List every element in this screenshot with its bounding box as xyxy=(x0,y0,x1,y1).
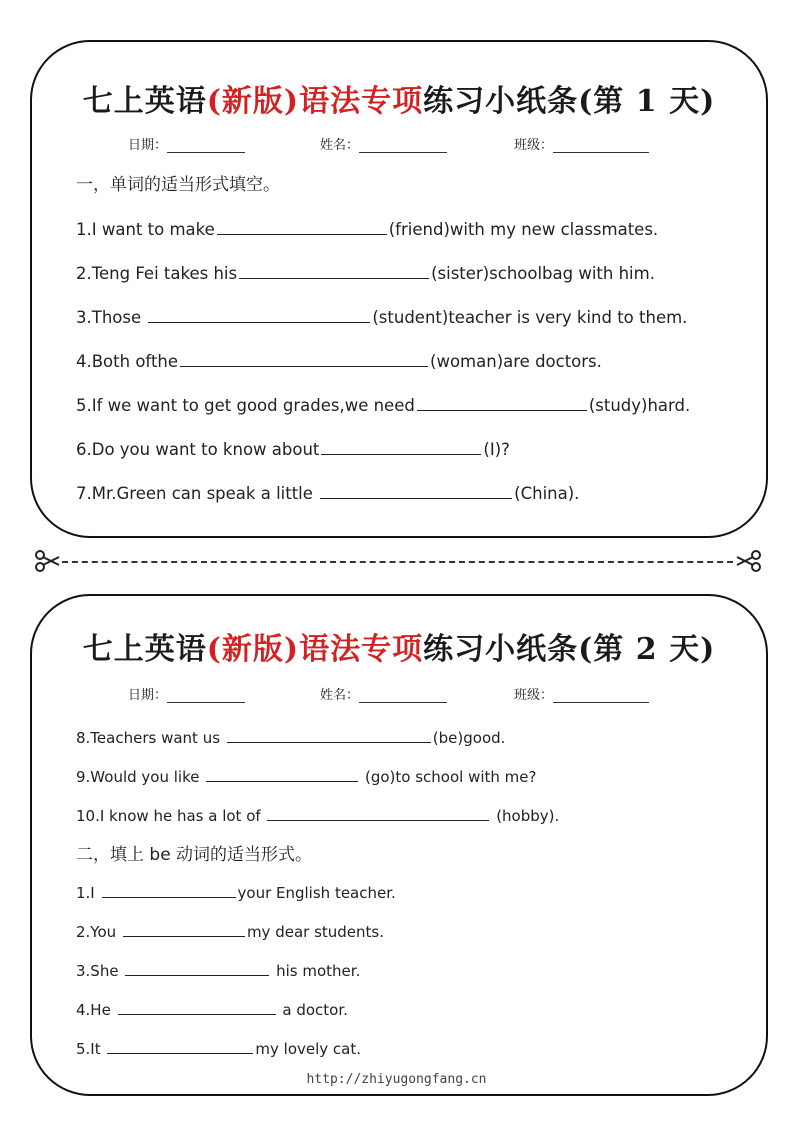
answer-blank[interactable] xyxy=(107,1035,253,1054)
question-row: 8.Teachers want us (be)good. xyxy=(76,724,505,747)
title-suffix: 练习小纸条(第 1 天) xyxy=(423,84,716,119)
answer-blank[interactable] xyxy=(206,763,358,782)
question-row: 9.Would you like (go)to school with me? xyxy=(76,763,536,786)
worksheet-card-day-1 xyxy=(30,40,768,538)
answer-blank[interactable] xyxy=(239,260,429,279)
question-row: 2.You my dear students. xyxy=(76,918,384,941)
question-row: 2.Teng Fei takes his (sister)schoolbag with him. xyxy=(76,260,655,283)
question-list xyxy=(32,596,766,1094)
answer-blank[interactable] xyxy=(227,724,431,743)
date-label: 日期： xyxy=(128,138,168,153)
question-row: 5.If we want to get good grades,we need (study)hard. xyxy=(76,392,690,415)
answer-blank[interactable] xyxy=(217,216,387,235)
name-label: 姓名： xyxy=(320,138,360,153)
title-prefix: 七上英语 xyxy=(82,84,207,119)
answer-blank[interactable] xyxy=(321,436,481,455)
answer-blank[interactable] xyxy=(123,918,245,937)
class-label: 班级： xyxy=(514,688,554,703)
question-row: 4.Both ofthe (woman)are doctors. xyxy=(76,348,602,371)
question-row: 3.Those (student)teacher is very kind to them. xyxy=(76,304,687,327)
section-heading: 一，单词的适当形式填空。 xyxy=(76,175,280,195)
answer-blank[interactable] xyxy=(180,348,428,367)
date-label: 日期： xyxy=(128,688,168,703)
question-row: 4.He a doctor. xyxy=(76,996,348,1019)
section-heading: 二，填上 be 动词的适当形式。 xyxy=(76,845,313,865)
cut-line-divider xyxy=(62,561,733,563)
question-row: 10.I know he has a lot of (hobby). xyxy=(76,802,559,825)
worksheet-card-day-2 xyxy=(30,594,768,1096)
answer-blank[interactable] xyxy=(267,802,489,821)
scissors-icon xyxy=(736,548,762,579)
question-row: 1.I want to make (friend)with my new classmates. xyxy=(76,216,658,239)
title-suffix: 练习小纸条(第 2 天) xyxy=(423,632,716,667)
answer-blank[interactable] xyxy=(417,392,587,411)
question-row: 3.She his mother. xyxy=(76,957,360,980)
answer-blank[interactable] xyxy=(102,879,236,898)
question-row: 6.Do you want to know about (I)? xyxy=(76,436,510,459)
title-highlight: (新版)语法专项 xyxy=(206,632,424,667)
question-row: 5.It my lovely cat. xyxy=(76,1035,361,1058)
answer-blank[interactable] xyxy=(125,957,269,976)
class-label: 班级： xyxy=(514,138,554,153)
question-row: 1.I your English teacher. xyxy=(76,879,396,902)
answer-blank[interactable] xyxy=(148,304,370,323)
title-highlight: (新版)语法专项 xyxy=(206,84,424,119)
question-list xyxy=(32,42,766,536)
answer-blank[interactable] xyxy=(118,996,276,1015)
answer-blank[interactable] xyxy=(320,480,512,499)
footer-url[interactable]: http://zhiyugongfang.cn xyxy=(306,1072,487,1087)
name-label: 姓名： xyxy=(320,688,360,703)
question-row: 7.Mr.Green can speak a little (China). xyxy=(76,480,579,503)
title-prefix: 七上英语 xyxy=(82,632,207,667)
scissors-icon xyxy=(34,548,60,579)
